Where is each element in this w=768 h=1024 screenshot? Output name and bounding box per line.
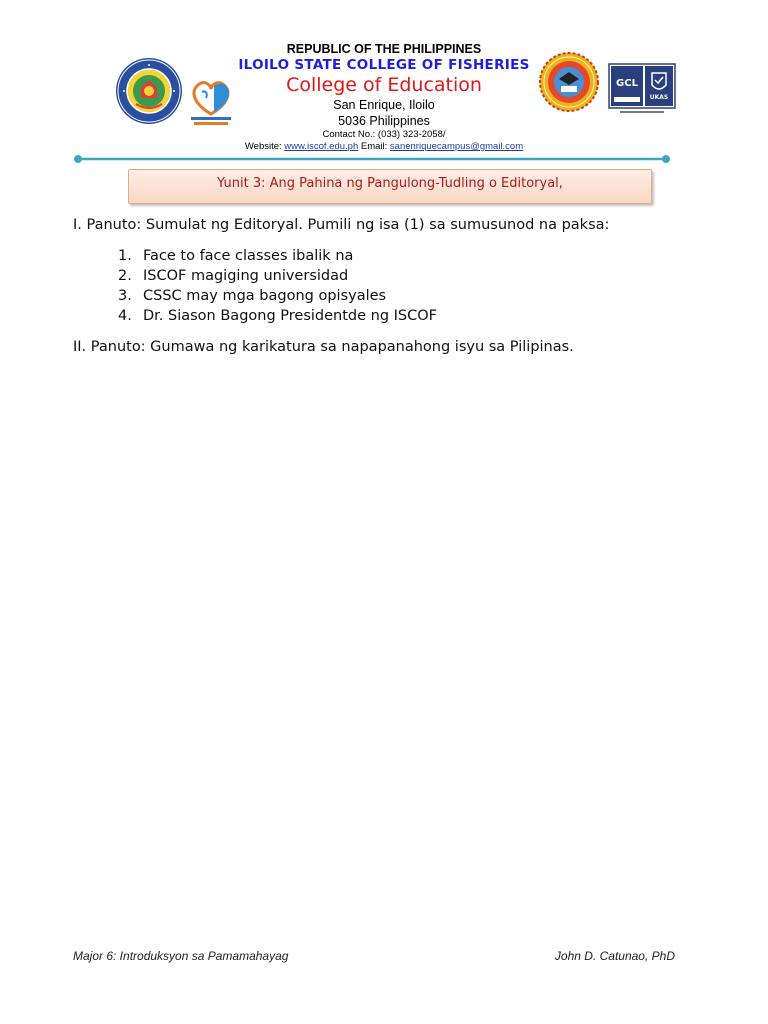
contact-number: Contact No.: (033) 323-2058/ — [322, 129, 446, 140]
college-name: ILOILO STATE COLLEGE OF FISHERIES — [238, 57, 530, 73]
topic-list — [118, 248, 437, 328]
instruction-2: II. Panuto: Gumawa ng karikatura sa napapanahong isyu sa Pilipinas. — [73, 339, 574, 355]
list-item — [118, 288, 437, 308]
footer-course: Major 6: Introduksyon sa Pamamahayag — [73, 949, 289, 963]
instruction-1: I. Panuto: Sumulat ng Editoryal. Pumili ng isa (1) sa sumusunod na paksa: — [73, 217, 610, 233]
list-item — [118, 268, 437, 288]
list-item-text: CSSC may mga bagong opisyales — [143, 288, 387, 304]
website-label: Website: — [244, 141, 282, 152]
department-name: College of Education — [286, 74, 482, 96]
republic-heading: REPUBLIC OF THE PHILIPPINES — [286, 42, 482, 56]
list-item-number: 3. — [118, 288, 132, 304]
list-item-text: ISCOF magiging universidad — [143, 268, 349, 284]
footer-author: John D. Catunao, PhD — [554, 949, 675, 963]
list-item — [118, 308, 437, 328]
web-contact-line — [0, 141, 768, 152]
svg-text:UKAS: UKAS — [649, 94, 669, 101]
list-item-number: 4. — [118, 308, 132, 324]
address-line-2: 5036 Philippines — [338, 114, 430, 128]
list-item — [118, 248, 437, 268]
unit-title-banner — [128, 169, 652, 204]
email-label: Email: — [360, 141, 388, 152]
header-divider — [74, 154, 670, 164]
unit-title: Yunit 3: Ang Pahina ng Pangulong-Tudling o Editoryal, — [217, 176, 563, 191]
list-item-text: Face to face classes ibalik na — [143, 248, 354, 264]
svg-text:GCL: GCL — [616, 78, 638, 89]
email-link[interactable]: sanenriquecampus@gmail.com — [389, 141, 524, 152]
list-item-text: Dr. Siason Bagong Presidentde ng ISCOF — [143, 308, 438, 324]
list-item-number: 2. — [118, 268, 132, 284]
website-link[interactable]: www.iscof.edu.ph — [284, 141, 359, 152]
address-line-1: San Enrique, Iloilo — [333, 98, 435, 112]
letterhead — [0, 0, 768, 170]
list-item-number: 1. — [118, 248, 132, 264]
